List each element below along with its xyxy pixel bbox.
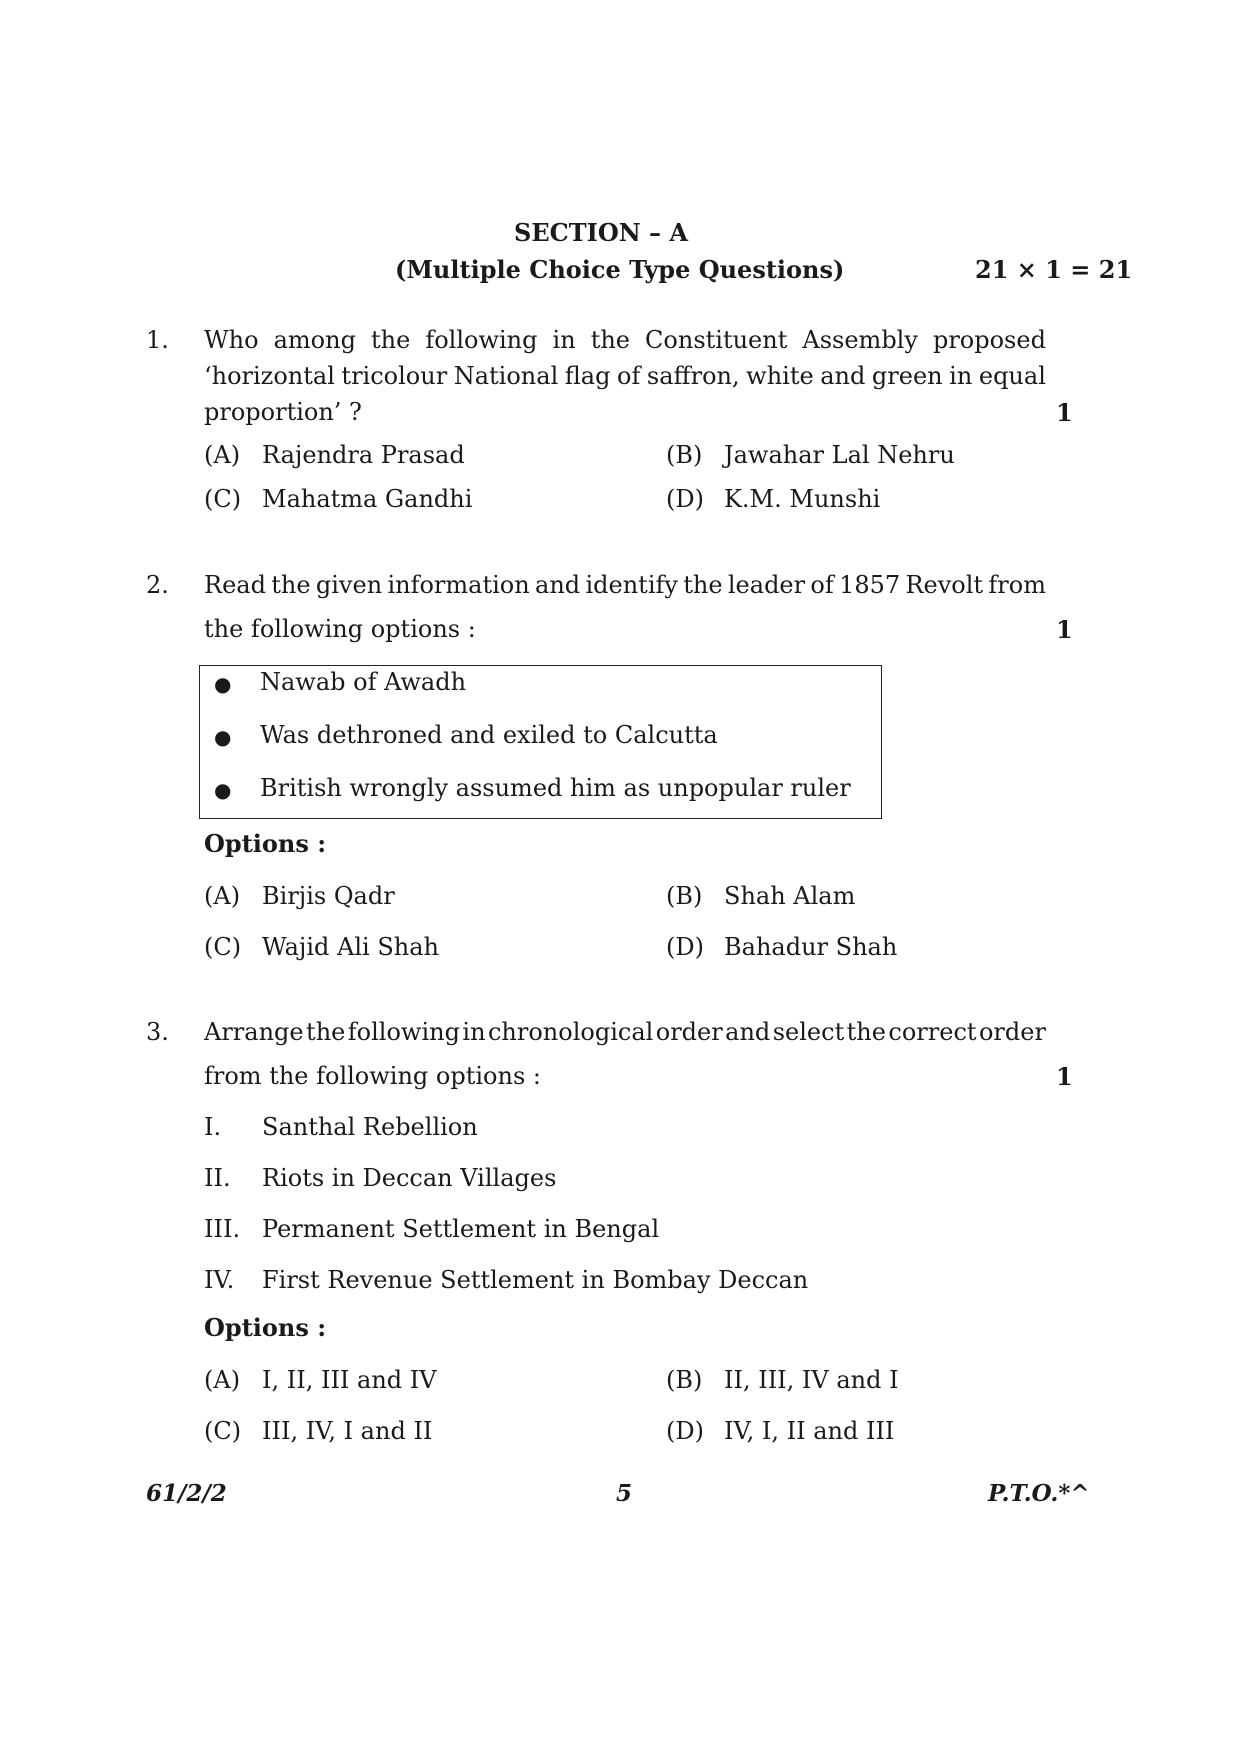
question-1-number: 1. bbox=[146, 326, 169, 354]
word: leader bbox=[727, 571, 806, 599]
q3-option-c-label: (C) bbox=[204, 1417, 242, 1445]
question-2-line-1 bbox=[204, 571, 1046, 599]
question-2-marks: 1 bbox=[1056, 615, 1073, 644]
q3-item-4: First Revenue Settlement in Bombay Deccan bbox=[262, 1266, 809, 1294]
word: and bbox=[820, 362, 866, 390]
word: the bbox=[306, 1018, 346, 1046]
word: in bbox=[949, 362, 973, 390]
question-1-line-1 bbox=[204, 326, 1046, 354]
word: ‘horizontal bbox=[204, 362, 335, 390]
q3-item-2: Riots in Deccan Villages bbox=[262, 1164, 557, 1192]
word: the bbox=[683, 571, 723, 599]
q3-option-d-label: (D) bbox=[666, 1417, 704, 1445]
word: information bbox=[387, 571, 530, 599]
word: proposed bbox=[932, 326, 1046, 354]
word: Arrange bbox=[204, 1018, 304, 1046]
q2-option-c-label: (C) bbox=[204, 933, 242, 961]
q1-option-d-label: (D) bbox=[666, 485, 704, 513]
word: green bbox=[871, 362, 943, 390]
q3-options-heading: Options : bbox=[204, 1313, 327, 1342]
q3-item-4-label: IV. bbox=[204, 1266, 235, 1294]
section-marks: 21 × 1 = 21 bbox=[975, 255, 1133, 284]
word: Revolt bbox=[905, 571, 984, 599]
question-1-marks: 1 bbox=[1056, 398, 1073, 427]
bullet-icon: ● bbox=[214, 672, 232, 696]
q3-option-b: II, III, IV and I bbox=[724, 1366, 899, 1394]
q3-item-2-label: II. bbox=[204, 1164, 231, 1192]
word: Assembly bbox=[802, 326, 918, 354]
word: in bbox=[462, 1018, 486, 1046]
q3-option-b-label: (B) bbox=[666, 1366, 703, 1394]
q3-item-1-label: I. bbox=[204, 1113, 222, 1141]
q2-option-a-label: (A) bbox=[204, 882, 241, 910]
word: of bbox=[617, 362, 641, 390]
q2-option-b-label: (B) bbox=[666, 882, 703, 910]
please-turn-over: P.T.O.*^ bbox=[988, 1480, 1090, 1507]
word: saffron, bbox=[646, 362, 740, 390]
question-1-line-3: proportion’ ? bbox=[204, 398, 362, 426]
question-1-line-2 bbox=[204, 362, 1046, 390]
q2-option-d: Bahadur Shah bbox=[724, 933, 898, 961]
bullet-icon: ● bbox=[214, 725, 232, 749]
word: flag bbox=[564, 362, 611, 390]
clue-3: British wrongly assumed him as unpopular ruler bbox=[260, 774, 851, 802]
section-subtitle: (Multiple Choice Type Questions) bbox=[395, 255, 845, 284]
word: order bbox=[978, 1018, 1046, 1046]
question-3-marks: 1 bbox=[1056, 1062, 1073, 1091]
word: given bbox=[315, 571, 383, 599]
q3-item-1: Santhal Rebellion bbox=[262, 1113, 478, 1141]
clue-1: Nawab of Awadh bbox=[260, 668, 467, 696]
word: following bbox=[425, 326, 538, 354]
word: order bbox=[655, 1018, 723, 1046]
word: and bbox=[725, 1018, 771, 1046]
q1-option-c: Mahatma Gandhi bbox=[262, 485, 473, 513]
word: from bbox=[988, 571, 1046, 599]
word: National bbox=[453, 362, 559, 390]
word: of bbox=[810, 571, 834, 599]
q2-options-heading: Options : bbox=[204, 829, 327, 858]
q2-option-a: Birjis Qadr bbox=[262, 882, 395, 910]
word: correct bbox=[888, 1018, 977, 1046]
word: the bbox=[370, 326, 411, 354]
bullet-icon: ● bbox=[214, 778, 232, 802]
q3-option-a: I, II, III and IV bbox=[262, 1366, 437, 1394]
word: identify bbox=[585, 571, 678, 599]
word: the bbox=[271, 571, 311, 599]
word: and bbox=[535, 571, 581, 599]
page-number: 5 bbox=[616, 1480, 633, 1507]
word: Constituent bbox=[645, 326, 788, 354]
word: following bbox=[347, 1018, 460, 1046]
word: 1857 bbox=[839, 571, 901, 599]
word: among bbox=[273, 326, 356, 354]
question-3-line-1 bbox=[204, 1018, 1046, 1046]
q1-option-a-label: (A) bbox=[204, 441, 241, 469]
q3-option-a-label: (A) bbox=[204, 1366, 241, 1394]
q1-option-a: Rajendra Prasad bbox=[262, 441, 465, 469]
q2-option-d-label: (D) bbox=[666, 933, 704, 961]
q1-option-b-label: (B) bbox=[666, 441, 703, 469]
clue-2: Was dethroned and exiled to Calcutta bbox=[260, 721, 718, 749]
word: select bbox=[772, 1018, 845, 1046]
word: Who bbox=[204, 326, 259, 354]
word: equal bbox=[978, 362, 1046, 390]
q3-option-c: III, IV, I and II bbox=[262, 1417, 433, 1445]
paper-code: 61/2/2 bbox=[146, 1480, 227, 1507]
word: the bbox=[846, 1018, 886, 1046]
word: in bbox=[552, 326, 576, 354]
word: Read bbox=[204, 571, 266, 599]
q3-option-d: IV, I, II and III bbox=[724, 1417, 895, 1445]
word: white bbox=[746, 362, 814, 390]
section-title: SECTION – A bbox=[514, 218, 688, 247]
q3-item-3-label: III. bbox=[204, 1215, 241, 1243]
word: the bbox=[590, 326, 631, 354]
q1-option-d: K.M. Munshi bbox=[724, 485, 881, 513]
q2-option-c: Wajid Ali Shah bbox=[262, 933, 439, 961]
q3-item-3: Permanent Settlement in Bengal bbox=[262, 1215, 660, 1243]
question-3-number: 3. bbox=[146, 1018, 169, 1046]
word: tricolour bbox=[341, 362, 448, 390]
question-3-line-2: from the following options : bbox=[204, 1062, 541, 1090]
question-2-line-2: the following options : bbox=[204, 615, 476, 643]
question-2-number: 2. bbox=[146, 571, 169, 599]
word: chronological bbox=[487, 1018, 654, 1046]
q1-option-c-label: (C) bbox=[204, 485, 242, 513]
q1-option-b: Jawahar Lal Nehru bbox=[724, 441, 955, 469]
q2-option-b: Shah Alam bbox=[724, 882, 856, 910]
